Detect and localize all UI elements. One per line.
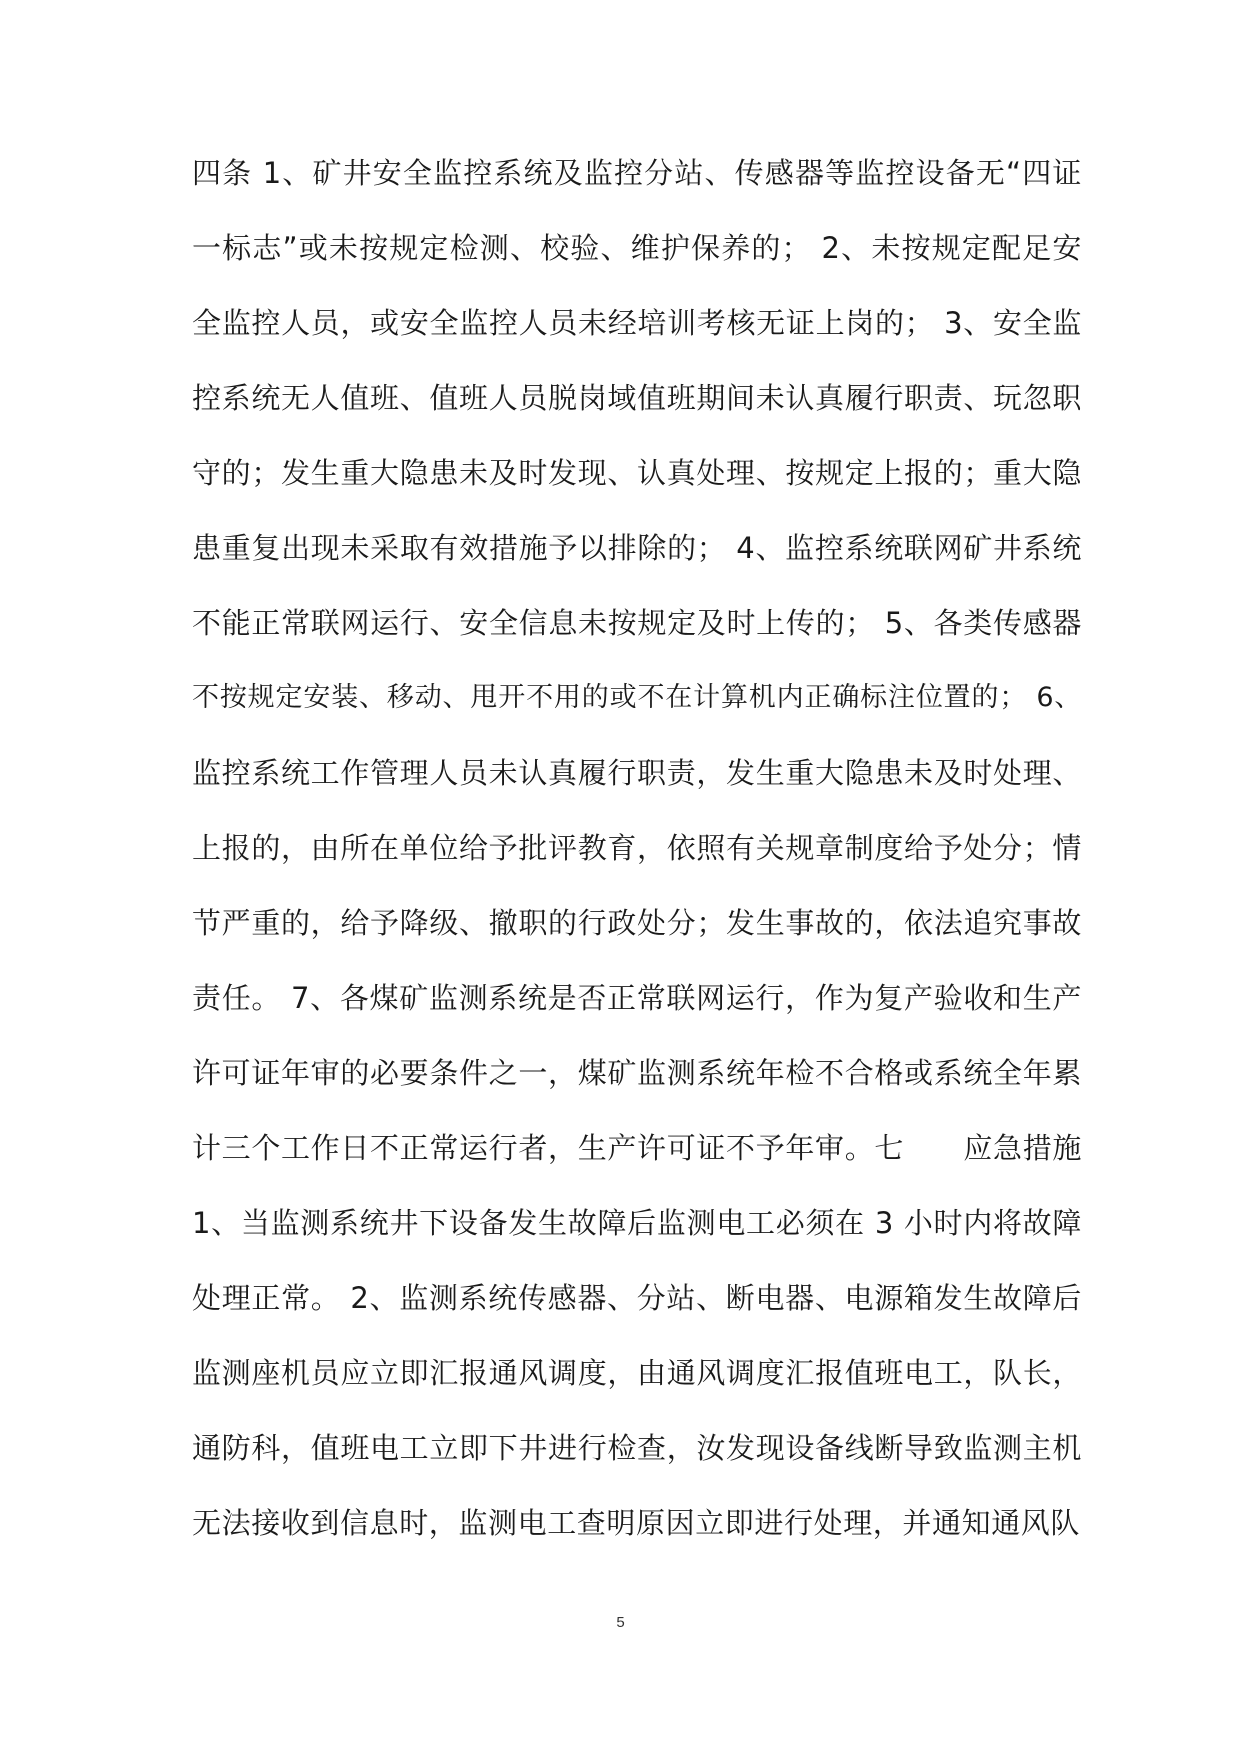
text-line: 无法接收到信息时，监测电工查明原因立即进行处理，并通知通风队	[192, 1506, 1081, 1540]
text-line: 监测座机员应立即汇报通风调度，由通风调度汇报值班电工，队长，	[192, 1356, 1082, 1390]
text-line: 上报的，由所在单位给予批评教育，依照有关规章制度给予处分；情	[192, 831, 1082, 865]
text-line: 监控系统工作管理人员未认真履行职责，发生重大隐患未及时处理、	[192, 756, 1082, 790]
text-line: 不能正常联网运行、安全信息未按规定及时上传的； 5、各类传感器	[192, 606, 1082, 640]
text-line: 全监控人员，或安全监控人员未经培训考核无证上岗的； 3、安全监	[192, 306, 1082, 340]
body-text	[192, 148, 1082, 1573]
text-line: 1、当监测系统井下设备发生故障后监测电工必须在 3 小时内将故障	[192, 1206, 1082, 1240]
text-line: 通防科，值班电工立即下井进行检查，汝发现设备线断导致监测主机	[192, 1431, 1082, 1465]
text-line: 不按规定安装、移动、甩开不用的或不在计算机内正确标注位置的； 6、	[192, 682, 1082, 713]
text-line: 处理正常。 2、监测系统传感器、分站、断电器、电源箱发生故障后	[192, 1281, 1082, 1315]
text-line: 守的；发生重大隐患未及时发现、认真处理、按规定上报的；重大隐	[192, 456, 1082, 490]
text-line: 节严重的，给予降级、撤职的行政处分；发生事故的，依法追究事故	[192, 906, 1082, 940]
text-line: 控系统无人值班、值班人员脱岗域值班期间未认真履行职责、玩忽职	[192, 381, 1082, 415]
text-line: 一标志”或未按规定检测、校验、维护保养的； 2、未按规定配足安	[192, 231, 1082, 265]
page-number: 5	[616, 1614, 625, 1631]
text-line: 计三个工作日不正常运行者，生产许可证不予年审。七 应急措施	[192, 1131, 1082, 1165]
text-line: 四条 1、矿井安全监控系统及监控分站、传感器等监控设备无“四证	[192, 156, 1082, 190]
text-line: 患重复出现未采取有效措施予以排除的； 4、监控系统联网矿井系统	[192, 531, 1082, 565]
text-line: 责任。 7、各煤矿监测系统是否正常联网运行，作为复产验收和生产	[192, 981, 1082, 1015]
text-line: 许可证年审的必要条件之一，煤矿监测系统年检不合格或系统全年累	[192, 1056, 1082, 1090]
